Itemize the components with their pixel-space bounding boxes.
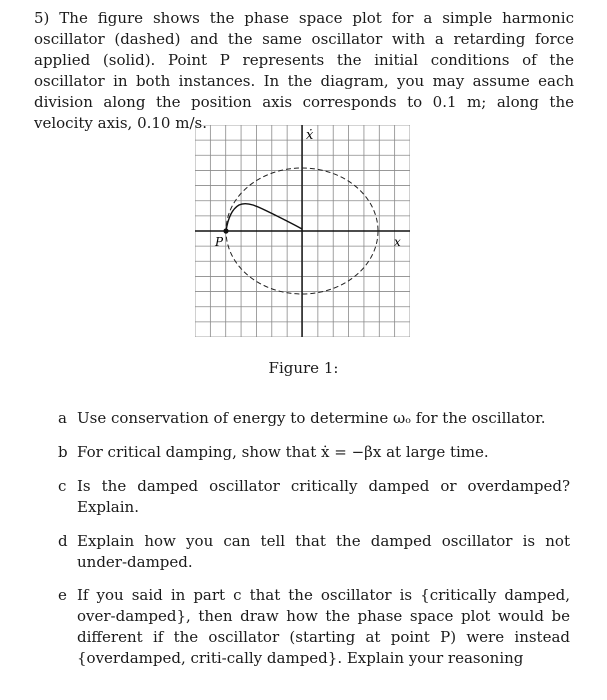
phase-space-plot <box>195 125 410 337</box>
part-d <box>58 531 570 573</box>
point-p-marker <box>223 228 228 233</box>
part-text: Use conservation of energy to determine ωₒ for the oscillator. <box>77 409 546 427</box>
y-axis-label: ẋ <box>306 128 314 143</box>
part-letter: e <box>58 586 67 604</box>
part-b <box>58 442 570 463</box>
question-parts <box>58 408 570 682</box>
part-letter: b <box>58 443 68 461</box>
x-axis-label: x <box>394 235 401 249</box>
part-text: Is the damped oscillator critically damped or overdamped? Explain. <box>77 477 570 516</box>
point-p-label: P <box>215 235 224 249</box>
figure-caption: Figure 1: <box>268 359 339 377</box>
part-text: If you said in part c that the oscillator is {critically damped, over-damped}, then draw how the phase space plot would be different if the oscillator (starting at point P) were instead {overdamped, criti-cally damped}. Explain your reasoning <box>77 586 570 667</box>
part-a <box>58 408 570 429</box>
part-e <box>58 585 570 669</box>
part-text: For critical damping, show that ẋ = −βx at large time. <box>77 443 489 461</box>
part-letter: c <box>58 477 67 495</box>
problem-statement: 5) The figure shows the phase space plot for a simple harmonic oscillator (dashed) and the same oscillator with a retarding force applied (solid). Point P represents the initial conditions of the oscillator in both instances. In the diagram, you may assume each division along the position axis corresponds to 0.1 m; along the velocity axis, 0.10 m/s. <box>34 9 574 132</box>
part-letter: a <box>58 409 67 427</box>
part-letter: d <box>58 532 68 550</box>
phase-space-figure <box>195 125 410 337</box>
damped-trajectory <box>226 204 302 231</box>
part-c <box>58 476 570 518</box>
part-text: Explain how you can tell that the damped oscillator is not under-damped. <box>77 532 570 571</box>
